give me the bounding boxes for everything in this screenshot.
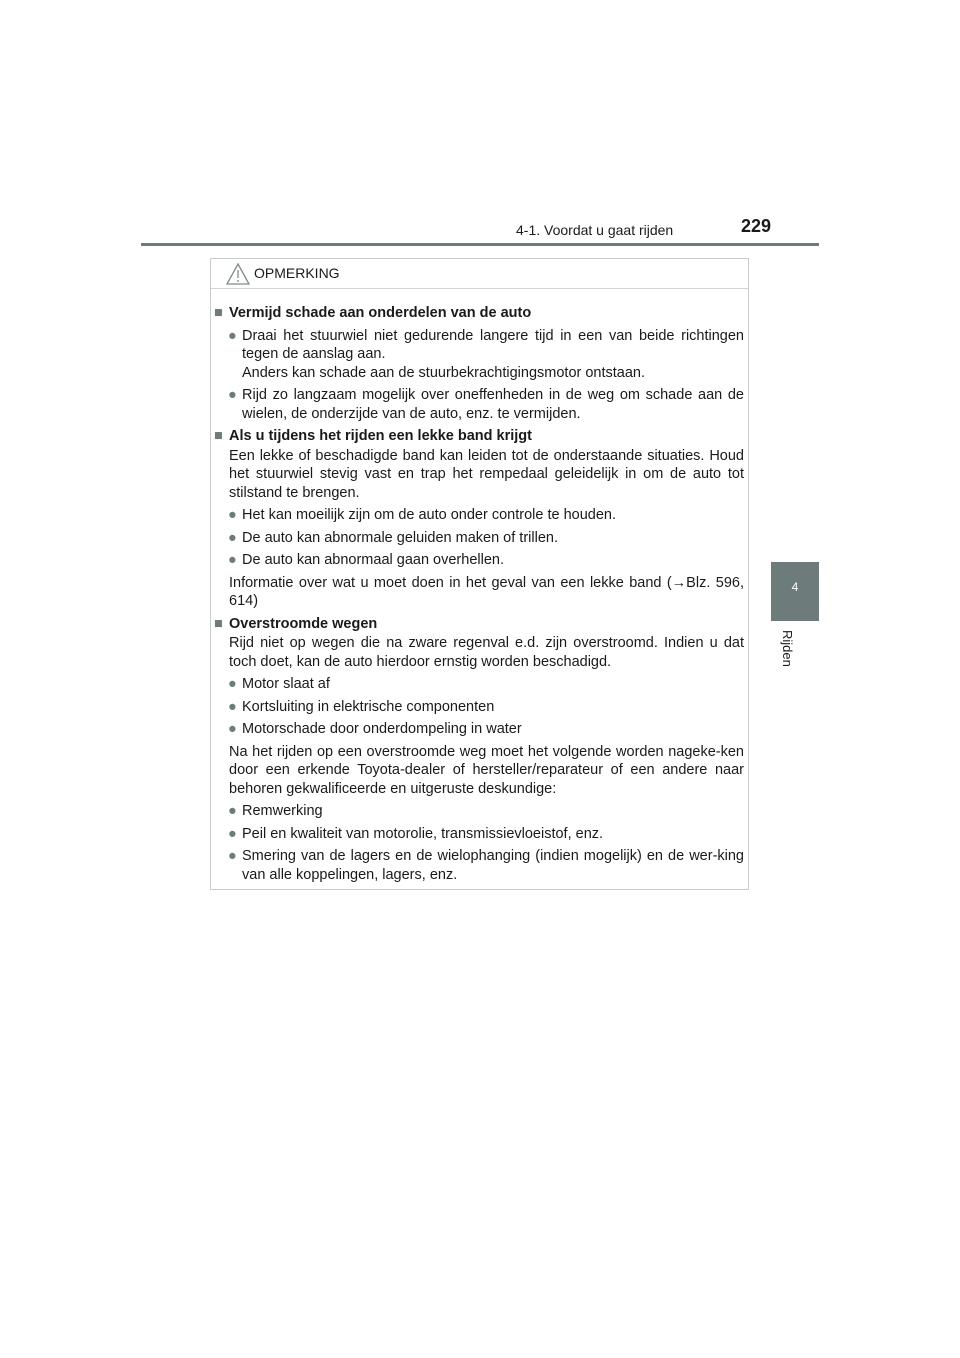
list-item <box>214 675 744 694</box>
section-heading-text: Als u tijdens het rijden een lekke band krijgt <box>229 428 532 444</box>
chapter-label: Rijden <box>780 630 795 667</box>
list-item <box>214 327 744 383</box>
square-bullet-icon: ■ <box>214 305 223 321</box>
square-bullet-icon: ■ <box>214 428 223 444</box>
list-item-text: Rijd zo langzaam mogelijk over oneffenheden in de weg om schade aan de wielen, de onderzijde van de auto, enz. te vermijden. <box>242 387 744 422</box>
list-item <box>214 847 744 884</box>
list-item <box>214 506 744 525</box>
round-bullet-icon: ● <box>228 529 237 546</box>
list-item-text: Smering van de lagers en de wielophanging (indien mogelijk) en de wer-king van alle koppelingen, lagers, enz. <box>242 848 744 883</box>
chapter-tab <box>771 562 819 621</box>
notice-title: OPMERKING <box>254 265 340 281</box>
round-bullet-icon: ● <box>228 327 237 344</box>
page-number: 229 <box>741 216 772 236</box>
list-item <box>214 825 744 844</box>
header-rule <box>141 243 819 246</box>
header-section-title: 4-1. Voordat u gaat rijden <box>516 222 674 238</box>
notice-content <box>214 300 744 884</box>
list-item-text: Remwerking <box>242 803 323 819</box>
list-item <box>214 551 744 570</box>
list-item-text: De auto kan abnormale geluiden maken of trillen. <box>242 529 558 546</box>
list-item-text: Motor slaat af <box>242 676 330 692</box>
paragraph: Informatie over wat u moet doen in het geval van een lekke band (→Blz. 596, 614) <box>229 574 744 609</box>
section-heading <box>214 427 744 446</box>
round-bullet-icon: ● <box>228 552 237 568</box>
round-bullet-icon: ● <box>228 721 237 737</box>
square-bullet-icon: ■ <box>214 615 223 632</box>
round-bullet-icon: ● <box>228 698 237 715</box>
list-item-text: Peil en kwaliteit van motorolie, transmissievloeistof, enz. <box>242 825 604 842</box>
round-bullet-icon: ● <box>228 825 237 842</box>
notice-header <box>211 259 748 289</box>
list-item <box>214 698 744 717</box>
list-item <box>214 529 744 548</box>
list-item <box>214 720 744 739</box>
list-item-text: Kortsluiting in elektrische componenten <box>242 698 495 715</box>
warning-triangle-icon <box>225 262 251 286</box>
paragraph: Rijd niet op wegen die na zware regenval e.d. zijn overstroomd. Indien u dat toch doet, kan de auto hierdoor ernstig worden beschadigd. <box>229 635 744 670</box>
section-heading <box>214 615 744 634</box>
list-item-text-extra: Anders kan schade aan de stuurbekrachtigingsmotor ontstaan. <box>242 364 646 381</box>
list-item-text: Motorschade door onderdompeling in water <box>242 721 522 737</box>
round-bullet-icon: ● <box>228 676 237 692</box>
list-item-text: Het kan moeilijk zijn om de auto onder controle te houden. <box>242 507 616 523</box>
chapter-number: 4 <box>791 580 799 594</box>
section-heading <box>214 304 744 323</box>
section-heading-text: Vermijd schade aan onderdelen van de auto <box>229 305 532 321</box>
list-item-text: Draai het stuurwiel niet gedurende langere tijd in een van beide richtingen tegen de aanslag aan. <box>242 327 744 362</box>
round-bullet-icon: ● <box>228 387 237 403</box>
round-bullet-icon: ● <box>228 507 237 523</box>
list-item-text: De auto kan abnormaal gaan overhellen. <box>242 552 504 568</box>
paragraph: Een lekke of beschadigde band kan leiden tot de onderstaande situaties. Houd het stuurwiel stevig vast en trap het rempedaal geleidelijk in om de auto tot stilstand te brengen. <box>229 447 744 501</box>
section-heading-text: Overstroomde wegen <box>229 615 378 632</box>
round-bullet-icon: ● <box>228 848 237 864</box>
round-bullet-icon: ● <box>228 803 237 819</box>
list-item <box>214 386 744 423</box>
paragraph: Na het rijden op een overstroomde weg moet het volgende worden nageke-ken door een erkende Toyota-dealer of hersteller/reparateur of een andere naar behoren gekwalificeerde en uitgeruste deskundige: <box>229 743 744 797</box>
list-item <box>214 802 744 821</box>
